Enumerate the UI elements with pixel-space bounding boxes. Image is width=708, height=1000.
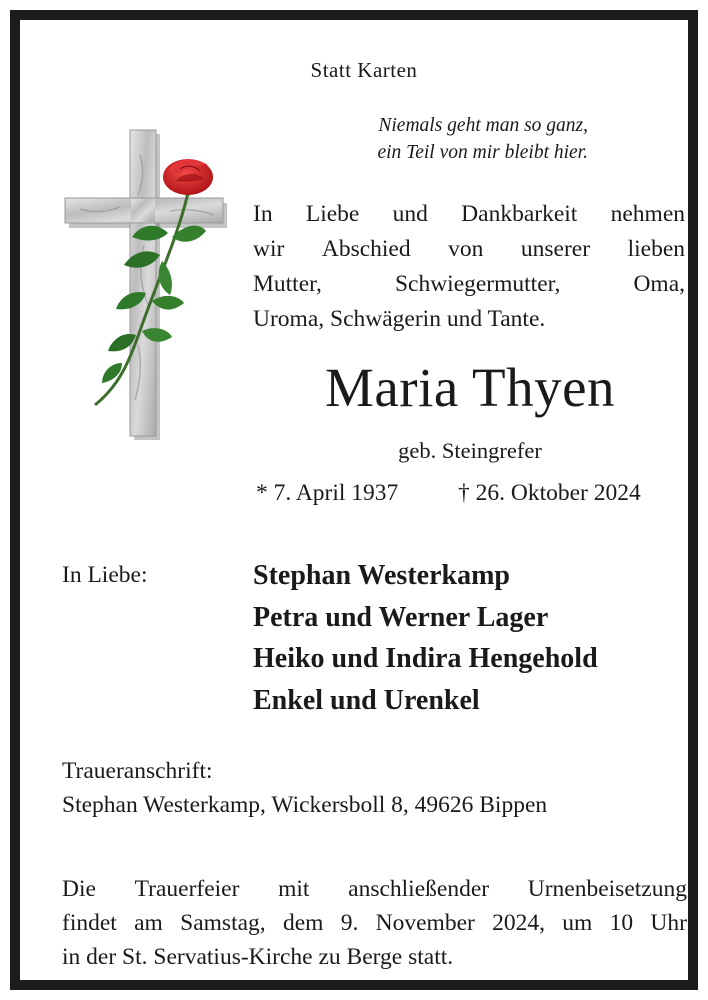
- mourner-name: Petra und Werner Lager: [253, 601, 549, 633]
- intro-line: In Liebe und Dankbarkeit nehmen: [253, 201, 685, 227]
- birth-date: * 7. April 1937: [256, 480, 399, 506]
- service-text: [62, 872, 687, 974]
- birth-name: geb. Steingrefer: [398, 438, 542, 463]
- intro-line: wir Abschied von unserer lieben: [253, 236, 685, 262]
- deceased-name: Maria Thyen: [324, 357, 616, 418]
- address-label: Traueranschrift:: [62, 758, 213, 784]
- notice-frame: [10, 10, 698, 990]
- intro-line: Uroma, Schwägerin und Tante.: [253, 306, 546, 332]
- intro-line: Mutter, Schwiegermutter, Oma,: [253, 271, 685, 297]
- poem-line: Niemals geht man so ganz,: [378, 115, 588, 136]
- mourners-list: [253, 555, 598, 721]
- cross-rose-graphic: [60, 125, 228, 440]
- address-text: Stephan Westerkamp, Wickersboll 8, 49626 Bippen: [62, 792, 548, 818]
- cross-with-rose-icon: [60, 125, 228, 440]
- poem-line: ein Teil von mir bleibt hier.: [377, 142, 588, 163]
- mourner-name: Enkel und Urenkel: [253, 684, 480, 716]
- service-line: Die Trauerfeier mit anschließender Urnenbeisetzung: [62, 876, 687, 902]
- intro-text: [253, 197, 685, 337]
- mourner-name: Heiko und Indira Hengehold: [253, 643, 598, 674]
- rose-icon: [163, 159, 213, 197]
- poem: [320, 112, 588, 166]
- mourners-label: In Liebe:: [62, 562, 148, 588]
- death-date: † 26. Oktober 2024: [458, 480, 641, 506]
- notice-heading: Statt Karten: [310, 58, 418, 82]
- service-line: in der St. Servatius-Kirche zu Berge statt.: [62, 944, 454, 970]
- service-line: findet am Samstag, dem 9. November 2024, um 10 Uhr: [62, 910, 687, 936]
- mourner-name: Stephan Westerkamp: [253, 560, 510, 591]
